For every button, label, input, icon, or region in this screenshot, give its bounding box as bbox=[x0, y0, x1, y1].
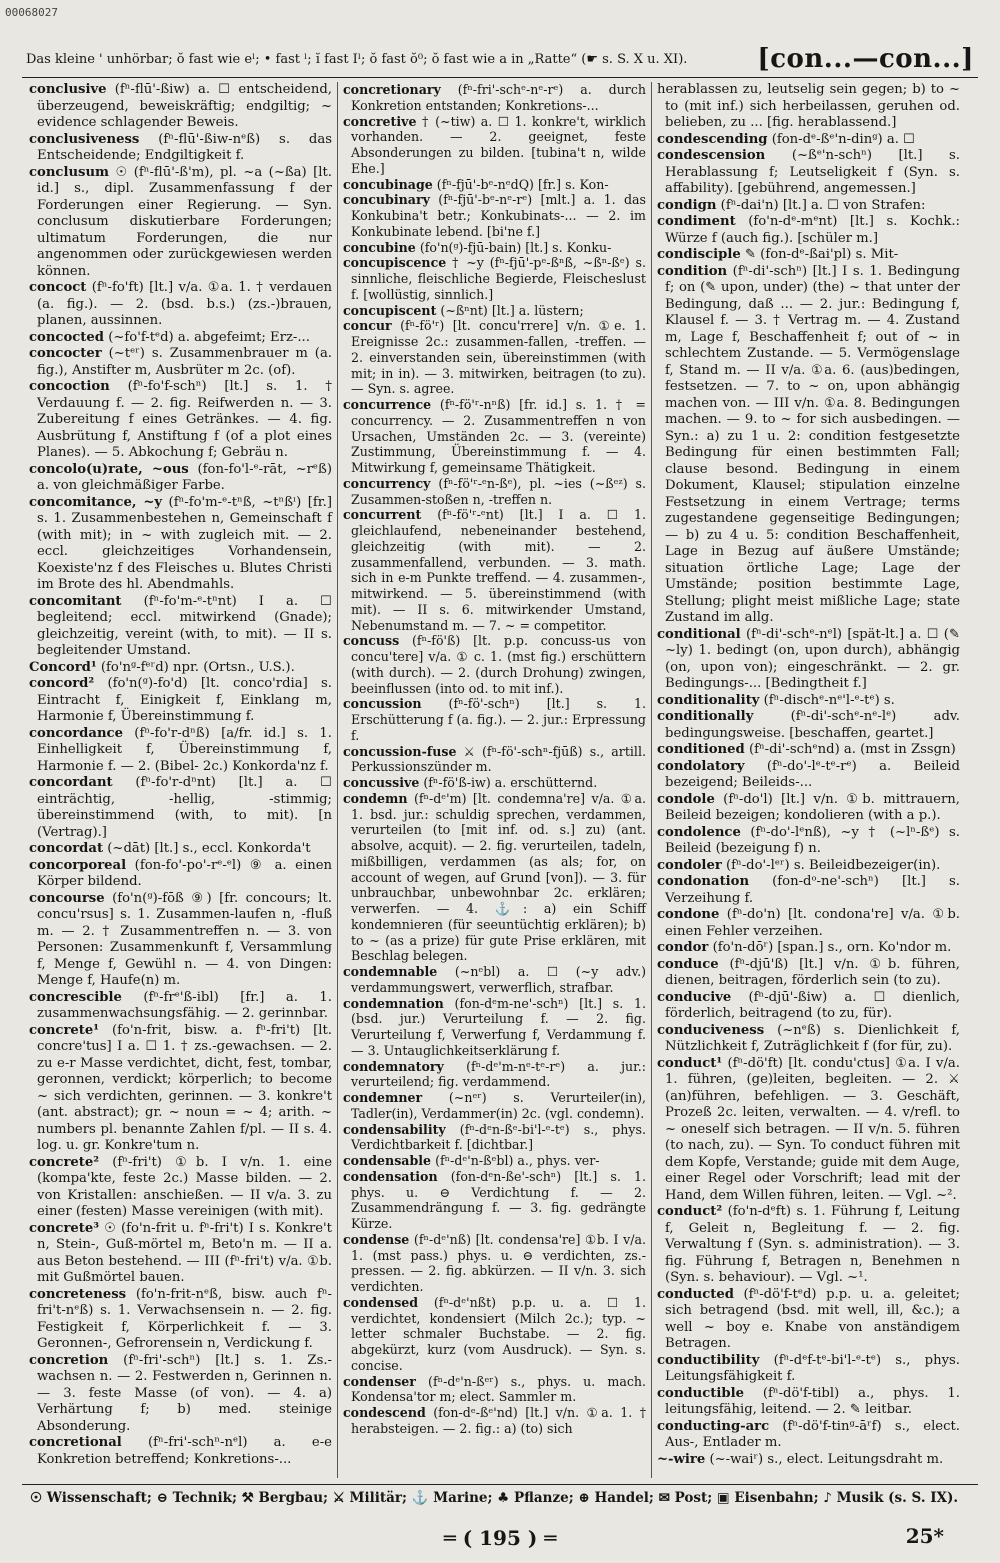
entry-definition: (fⁿ-dᵉ'nßt) p.p. u. a. ☐ 1. verdichtet, kondensiert (Milch 2c.); typ. ~ letter schmaler Buchstabe. — 2. fig. abgekürzt, kurz (vom Ausdruck). — Syn. s. concise. bbox=[351, 1294, 646, 1373]
entry-definition: (fⁿ-dö'f-tᵉd) p.p. u. a. geleitet; sich betragend (bsd. mit well, ill, &c.); a well ~ boy e. Knabe von anständigem Betragen. bbox=[665, 1286, 960, 1351]
dictionary-entry bbox=[657, 1386, 960, 1419]
headword: concurrence bbox=[343, 397, 432, 412]
headword: condole bbox=[657, 791, 715, 807]
column-1 bbox=[24, 82, 337, 1478]
headword: condescension bbox=[657, 148, 766, 163]
dictionary-entry bbox=[343, 775, 646, 791]
headword: conditionality bbox=[657, 692, 760, 708]
dictionary-entry bbox=[343, 177, 646, 193]
dictionary-entry bbox=[657, 759, 960, 792]
entry-definition: (fⁿ-dᵉ'm) [lt. condemna're] v/a. ①a. 1. bsd. jur.: schuldig sprechen, verdammen, verurteilen (to [mit inf. od. s.] zu) (ant. absolve, acquit). — 2. fig. verurteilen, tadeln, mißbilligen, verdammen (as als; for, on account of wegen, auf Grund [von]). — 3. für unbrauchbar, unbewohnbar 2c. erklären; verwerfen. — 4. ⚓: a) ein Schiff kondemnieren (für seeuntüchtig erklären); b) to ~ (as a prize) für gute Prise erklären, mit Beschlag belegen. bbox=[351, 790, 646, 964]
headword: concordat bbox=[29, 841, 104, 856]
headword: condensability bbox=[343, 1121, 446, 1137]
dictionary-entry bbox=[29, 775, 332, 841]
headword: concubine bbox=[343, 239, 416, 255]
entry-definition: (fⁿ-flū'-ßiw) a. ☐ entscheidend, überzeugend, beweiskräftig; endgiltig; ~ evidence schlagender Beweis. bbox=[37, 82, 332, 130]
headword: concretion bbox=[29, 1352, 109, 1368]
headword: concussion-fuse bbox=[343, 743, 457, 759]
headword: concretional bbox=[29, 1435, 122, 1450]
dictionary-entry bbox=[657, 627, 960, 693]
headword: concocter bbox=[29, 346, 102, 361]
headword: concordant bbox=[29, 775, 113, 790]
headword: condensation bbox=[343, 1168, 438, 1184]
entry-definition: (~nᵉbl) a. ☐ (~y adv.) verdammungswert, verwerflich, strafbar. bbox=[351, 964, 646, 995]
headword: condensable bbox=[343, 1153, 432, 1168]
signature-mark: 25* bbox=[905, 1524, 944, 1548]
dictionary-entry bbox=[343, 397, 646, 476]
entry-definition: (fon-fo'-po'-rᵉ-ᵉl) ⑨ a. einen Körper bildend. bbox=[37, 857, 332, 889]
entry-definition: (fⁿ-dischᵉ-nᵉ'l-ᵉ-tᵉ) s. bbox=[763, 692, 895, 708]
headword: conductibility bbox=[657, 1352, 760, 1368]
entry-definition: † ~y (fⁿ-fjū'-pᵉ-ßⁿß, ~ßⁿ-ßᵉ) s. sinnliche, fleischliche Begierde, Fleischeslust f. [wollüstig, sinnlich.] bbox=[351, 255, 646, 302]
headword: concur bbox=[343, 318, 392, 334]
headword: condemnable bbox=[343, 964, 438, 979]
entry-definition: (fⁿ-di'-schᵉ-nᵉl) [spät-lt.] a. ☐ (✎ ~ly) 1. bedingt (on, upon durch), abhängig (on, upon von); eingeschränkt. — 2. gr. Bedingungs-... [Bedingtheit f.] bbox=[665, 626, 960, 691]
dictionary-entry bbox=[29, 280, 332, 330]
dictionary-entry bbox=[343, 1059, 646, 1091]
entry-definition: (~ßᵉ'n-schⁿ) [lt.] s. Herablassung f; Leutseligkeit f (Syn. s. affability). [gebührend, angemessen.] bbox=[665, 148, 960, 196]
entry-definition: (fⁿ-fö'-schⁿ) [lt.] s. 1. Erschütterung f (a. fig.). — 2. jur.: Erpressung f. bbox=[351, 696, 646, 743]
dictionary-entry bbox=[29, 1023, 332, 1155]
dictionary-entry bbox=[343, 744, 646, 776]
headword: concoct bbox=[29, 280, 87, 295]
entry-definition: (fon-dᵉn-ße'-schⁿ) [lt.] s. 1. phys. u. ⊖ Verdichtung f. — 2. Zusammendrängung f. — 3. fig. gedrängte Kürze. bbox=[351, 1168, 646, 1231]
dictionary-entry bbox=[29, 858, 332, 891]
headword: concrete² bbox=[29, 1154, 100, 1170]
entry-definition: (fⁿ-fö'ß-iw) a. erschütternd. bbox=[423, 775, 598, 790]
dictionary-entry bbox=[343, 303, 646, 319]
column-3 bbox=[651, 82, 965, 1478]
dictionary-entry bbox=[343, 507, 646, 633]
entry-definition: (fo'n(ᵍ)-fo'd) [lt. conco'rdia] s. Eintracht f, Einigkeit f, Einklang m, Harmonie f, Übereinstimmung f. bbox=[37, 676, 332, 724]
dictionary-entry bbox=[343, 318, 646, 397]
dictionary-entry bbox=[29, 726, 332, 776]
headword: concorporeal bbox=[29, 857, 127, 873]
dictionary-entry bbox=[657, 907, 960, 940]
headword: conducive bbox=[657, 989, 732, 1005]
entry-definition: (fⁿ-frᵉ'ß-ibl) [fr.] a. 1. zusammenwachsungsfähig. — 2. gerinnbar. bbox=[37, 989, 332, 1021]
entry-definition: (fⁿ-fö'ʳ-nⁿß) [fr. id.] s. 1. † = concurrency. — 2. Zusammentreffen n von Ursachen, Umständen 2c. — 3. (vereinte) Zustimmung, Übereinstimmung f. — 4. Mitwirkung f, gemeinsame Thätigkeit. bbox=[351, 397, 646, 475]
dictionary-entry bbox=[29, 379, 332, 462]
entry-definition: (fo'n(ᵍ)-fōß ⑨) [fr. concours; lt. concu'rsus] s. 1. Zusammen-laufen n, -fluß m. — 2. † Zusammentreffen n. — 3. von Personen: Zusammenkunft f, Versammlung f, Menge f, Gewühl n. — 4. von Dingen: Menge f, Haufe(n) m. bbox=[37, 890, 332, 988]
entry-definition: (fⁿ-djū'ß) [lt.] v/n. ①b. führen, dienen, beitragen, förderlich sein (to zu). bbox=[665, 956, 960, 988]
entry-definition: (fⁿ-fo'ft) [lt.] v/a. ①a. 1. † verdauen (a. fig.). — 2. (bsd. b.s.) (zs.-)brauen, planen, aussinnen. bbox=[37, 280, 332, 328]
entry-definition: (fo'nᵍ-fᵉʳd) npr. (Ortsn., U.S.). bbox=[100, 659, 295, 675]
dictionary-entry bbox=[343, 82, 646, 114]
headword: concupiscent bbox=[343, 302, 437, 318]
dictionary-entry bbox=[29, 1353, 332, 1436]
headword: condescend bbox=[343, 1405, 426, 1420]
headword: concrete¹ bbox=[29, 1022, 100, 1038]
entry-definition: ☉ (fⁿ-flū'-ß'm), pl. ~a (~ßa) [lt. id.] s., dipl. Zusammenfassung f der Forderungen einer Regierung. — Syn. conclusum diskutierbare Forderungen; ultimatum Forderungen, die nur angenommen oder zurückgewiesen werden können. bbox=[37, 164, 332, 279]
entry-definition: (fⁿ-fö'ʳ-ᵉn-ßᵉ), pl. ~ies (~ßᵉᶻ) s. Zusammen-stoßen n, -treffen n. bbox=[351, 475, 646, 507]
entry-definition: (fo'n-dᵉ-mᵉnt) [lt.] s. Kochk.: Würze f (auch fig.). [schüler m.] bbox=[665, 214, 960, 246]
dictionary-entry bbox=[657, 198, 960, 215]
entry-definition: (fⁿ-fri'-schᵉ-nᵉ-rᵉ) a. durch Konkretion entstanden; Konkretions-... bbox=[351, 82, 646, 113]
headword: condense bbox=[343, 1231, 410, 1247]
dictionary-entry bbox=[343, 240, 646, 256]
dictionary-entry bbox=[657, 1353, 960, 1386]
entry-definition: (fon-dᵒ-ne'-schⁿ) [lt.] s. Verzeihung f. bbox=[665, 874, 960, 906]
entry-definition: (fo'n-dᵉft) s. 1. Führung f, Leitung f, Geleit n, Begleitung f. — 2. fig. Verwaltung f (Syn. s. administration). — 3. fig. Führung f, Betragen n, Benehmen n (Syn. s. behaviour). — Vgl. ~¹. bbox=[665, 1204, 960, 1285]
entry-definition: (fⁿ-fri'-schⁿ-nᵉl) a. e-e Konkretion betreffend; Konkretions-... bbox=[37, 1435, 332, 1467]
headword: conduct¹ bbox=[657, 1055, 723, 1071]
dictionary-entry bbox=[343, 114, 646, 177]
headword: concomitant bbox=[29, 593, 122, 609]
dictionary-columns bbox=[24, 82, 976, 1478]
page-number: ═ ( 195 ) ═ bbox=[443, 1526, 557, 1550]
entry-definition: (fⁿ-do'n) [lt. condona're] v/a. ①b. einen Fehler verzeihen. bbox=[665, 907, 960, 939]
headword: conditioned bbox=[657, 742, 745, 757]
entry-definition: (~nᵉʳ) s. Verurteiler(in), Tadler(in), Verdammer(in) 2c. (vgl. condemn). bbox=[351, 1090, 646, 1121]
headword: concocted bbox=[29, 329, 104, 345]
headword: condor bbox=[657, 940, 709, 955]
entry-definition: (fⁿ-fri'-schⁿ) [lt.] s. 1. Zs.-wachsen n. — 2. Festwerden n, Gerinnen n. — 3. feste Masse (of von). — 4. a) Verhärtung f; b) med. steinige Absonderung. bbox=[37, 1352, 332, 1434]
dictionary-entry bbox=[29, 462, 332, 495]
headword: concuss bbox=[343, 633, 400, 649]
header-rule bbox=[22, 77, 978, 78]
dictionary-entry bbox=[657, 148, 960, 198]
dictionary-entry bbox=[657, 264, 960, 627]
entry-definition: ✎ (fon-dᵉ-ßai'pl) s. Mit- bbox=[744, 247, 899, 262]
headword: condonation bbox=[657, 874, 750, 889]
column-2 bbox=[337, 82, 651, 1478]
dictionary-entry bbox=[343, 1153, 646, 1169]
entry-definition: (~-waiʳ) s., elect. Leitungsdraht m. bbox=[709, 1451, 944, 1467]
entry-definition: (fon-dᵉ-ßᵉ'nd) [lt.] v/n. ①a. 1. † herabsteigen. — 2. fig.: a) (to) sich bbox=[351, 1405, 646, 1436]
headword: conclusum bbox=[29, 164, 110, 180]
dictionary-entry bbox=[657, 990, 960, 1023]
dictionary-entry bbox=[657, 247, 960, 264]
dictionary-entry bbox=[29, 1221, 332, 1287]
dictionary-entry bbox=[29, 1287, 332, 1353]
headword: concretive bbox=[343, 113, 417, 129]
headword: conducted bbox=[657, 1286, 734, 1302]
entry-definition: (fⁿ-dᵉ'n-ßᵉʳ) s., phys. u. mach. Kondensa'tor m; elect. Sammler m. bbox=[351, 1373, 646, 1405]
dictionary-entry bbox=[343, 696, 646, 743]
dictionary-entry bbox=[657, 825, 960, 858]
entry-definition: (~ßⁿnt) [lt.] a. lüstern; bbox=[440, 302, 584, 318]
headword: condemner bbox=[343, 1090, 423, 1105]
entry-definition: (fⁿ-fo'm-ᵉ-tⁿß, ~tⁿßᶦ) [fr.] s. 1. Zusammenbestehen n, Gemeinschaft f (with mit); in ~ with zugleich mit. — 2. eccl. gleichzeitiges Vorhandensein, Koexiste'nz f des Fleisches u. Blutes Christi im Brote des hl. Abendmahls. bbox=[37, 494, 332, 592]
entry-definition: (fon-dᵉ-ßᵉ'n-dinᵍ) a. ☐ bbox=[771, 131, 915, 147]
headword: conclusiveness bbox=[29, 131, 140, 147]
dictionary-entry bbox=[343, 791, 646, 964]
headword: concord² bbox=[29, 676, 95, 691]
headword: conducting-arc bbox=[657, 1418, 770, 1434]
dictionary-entry bbox=[343, 476, 646, 508]
entry-definition: (fⁿ-dö'f-tinᵍ-āʳf) s., elect. Aus-, Entlader m. bbox=[665, 1418, 960, 1450]
entry-definition: (~dāt) [lt.] s., eccl. Konkorda't bbox=[107, 841, 311, 856]
dictionary-entry bbox=[343, 1232, 646, 1295]
entry-definition: (fⁿ-flū'-ßiw-nᵉß) s. das Entscheidende; Endgiltigkeit f. bbox=[37, 131, 332, 163]
page-header bbox=[26, 34, 974, 74]
pronunciation-key: Das kleine ' unhörbar; ŏ fast wie eˡ; • fast ˡ; ĭ fast Iˡ; ŏ fast ŏ⁰; ŏ fast wie a in „Ratte“ (☛ s. S. X u. XI). bbox=[26, 52, 688, 67]
entry-definition: (fⁿ-fo'r-dⁿnt) [lt.] a. ☐ einträchtig, -hellig, -stimmig; übereinstimmend (with, to mit). [n (Vertrag).] bbox=[37, 775, 332, 840]
headword: concretionary bbox=[343, 82, 441, 97]
headword: condign bbox=[657, 197, 717, 213]
headword: concordance bbox=[29, 725, 123, 741]
dictionary-entry bbox=[657, 957, 960, 990]
dictionary-entry bbox=[29, 82, 332, 132]
headword: condolence bbox=[657, 824, 741, 840]
entry-definition: (fon-fo'l-ᵉ-rāt, ~rᵉß) a. von gleichmäßiger Farbe. bbox=[37, 461, 332, 493]
headword: condoler bbox=[657, 857, 722, 873]
scan-id: 00068027 bbox=[5, 6, 58, 19]
entry-definition: (fⁿ-djū'-ßiw) a. ☐ dienlich, förderlich, beitragend (to zu, für). bbox=[665, 989, 960, 1021]
dictionary-entry bbox=[29, 1435, 332, 1468]
headword: conditionally bbox=[657, 709, 754, 724]
headword: conductible bbox=[657, 1385, 744, 1401]
entry-definition: (fⁿ-di'-schⁿ) [lt.] I s. 1. Bedingung f; on (✎ upon, under) (the) ~ that unter der Bedingung, daß ... — 2. jur.: Bedingung f, Klausel f. — 3. † Vertrag m. — 4. Zustand m, Lage f, Beschaffenheit f; out of ~ in schlechtem Zustande. — 5. Vermögenslage f, Stand m. — II v/a. ①a. 6. (aus)bedingen, festsetzen. — 7. to ~ on, upon abhängig machen von. — III v/n. ①a. 8. Bedingungen machen. — 9. to ~ for sich ausbedingen. — Syn.: a) zu 1 u. 2: condition festgesetzte Bedingung für einen bestimmten Fall; clause besond. Bedingung in einem Dokument, Klausel; stipulation einzelne Festsetzung in einem Vertrage; terms zugestandene gegenseitige Bedingungen; — b) zu 4 u. 5: condition Beschaffenheit, Lage in Bezug auf äußere Umstände; situation örtliche Lage; Lage der Umstände; position bestimmte Lage, Stellung; plight meist mißliche Lage; state Zustand im allg. bbox=[665, 263, 960, 625]
headword: concussive bbox=[343, 775, 420, 790]
headword: ~-wire bbox=[657, 1451, 706, 1467]
footer-rule bbox=[22, 1484, 978, 1485]
entry-definition: (fⁿ-fo'f-schⁿ) [lt.] s. 1. † Verdauung f. — 2. fig. Reifwerden n. — 3. Zubereitung f eines Getränkes. — 4. fig. Ausbrütung f, Anstiftung f (of a plot eines Planes). — 5. Abkochung f; Gebräu n. bbox=[37, 379, 332, 460]
dictionary-entry bbox=[657, 858, 960, 875]
dictionary-entry bbox=[29, 495, 332, 594]
dictionary-entry bbox=[29, 676, 332, 726]
dictionary-entry bbox=[657, 1419, 960, 1452]
entry-definition: (fⁿ-di'-schᵉnd) a. (mst in Zssgn) bbox=[748, 742, 956, 757]
entry-definition: (~fo'f-tᵉd) a. abgefeimt; Erz-... bbox=[108, 329, 310, 345]
entry-definition: (fⁿ-dö'f-tibl) a., phys. 1. leitungsfähig, leitend. — 2. ✎ leitbar. bbox=[665, 1385, 960, 1417]
entry-definition: (fⁿ-dᵉ'nß) [lt. condensa're] ①b. I v/a. 1. (mst pass.) phys. u. ⊖ verdichten, zs.-pressen. — 2. fig. abkürzen. — II v/n. 3. sich verdichten. bbox=[351, 1231, 646, 1294]
entry-definition: ⚔ (fⁿ-fö'-schⁿ-fjūß) s., artill. Perkussionszünder m. bbox=[351, 743, 646, 775]
headword: condenser bbox=[343, 1373, 416, 1389]
headword: concurrency bbox=[343, 475, 431, 491]
dictionary-entry bbox=[657, 742, 960, 759]
dictionary-entry bbox=[29, 891, 332, 990]
dictionary-entry bbox=[343, 1405, 646, 1437]
symbol-legend: ☉ Wissenschaft; ⊖ Technik; ⚒ Bergbau; ⚔ Militär; ⚓ Marine; ♣ Pflanze; ⊕ Handel; ✉ Post; ▣ Eisenbahn; ♪ Musik (s. S. IX). bbox=[30, 1490, 959, 1506]
entry-definition: (fⁿ-fö'ʳ-ᵉnt) [lt.] I a. ☐ 1. gleichlaufend, nebeneinander bestehend, gleichzeitig (with mit). — 2. zusammenfallend, verbunden. — 3. math. sich in e-m Punkte treffend. — 4. zusammen-, mitwirkend. — 5. übereinstimmend (with mit). — II s. 6. mitwirkender Umstand, Nebenumstand m. — 7. ~ = competitor. bbox=[351, 507, 646, 633]
headword: condiment bbox=[657, 214, 736, 229]
dictionary-entry bbox=[29, 990, 332, 1023]
dictionary-entry bbox=[343, 996, 646, 1059]
headword: condolatory bbox=[657, 758, 745, 774]
headword: conduct² bbox=[657, 1204, 723, 1219]
dictionary-entry bbox=[657, 874, 960, 907]
dictionary-entry bbox=[343, 1090, 646, 1122]
entry-definition: (fon-dᵉm-ne'-schⁿ) [lt.] s. 1. (bsd. jur.) Verurteilung f. — 2. fig. Verurteilung f, Verwerfung f, Verdammung f. — 3. Untauglichkeitserklärung f. bbox=[351, 995, 646, 1058]
entry-definition: (fo'n(ᵍ)-fjū-bain) [lt.] s. Konku- bbox=[419, 239, 612, 255]
headword: condemn bbox=[343, 790, 408, 806]
dictionary-entry bbox=[29, 594, 332, 660]
dictionary-entry bbox=[657, 792, 960, 825]
headword: concoction bbox=[29, 379, 110, 394]
headword: concolo(u)rate, ~ous bbox=[29, 461, 189, 477]
entry-definition: † (~tiw) a. ☐ 1. konkre't, wirklich vorhanden. — 2. geeignet, feste Absonderungen zu bilden. [tubina't n, wilde Ehe.] bbox=[351, 113, 647, 176]
dictionary-entry bbox=[657, 1452, 960, 1469]
entry-definition: (fo'n-frit, bisw. a. fⁿ-fri't) [lt. concre'tus] I a. ☐ 1. † zs.-gewachsen. — 2. zu e-r Masse verdichtet, dicht, fest, tombar, geronnen, verdickt; körperlich; to become ~ sich verdichten, gerinnen. — 3. konkre't (ant. abstract); gr. ~ noun = ~ 4; arith. ~ numbers pl. benannte Zahlen f/pl. — II s. 4. log. u. gr. Konkre'tum n. bbox=[37, 1022, 332, 1153]
dictionary-entry bbox=[343, 964, 646, 996]
dictionary-entry bbox=[657, 1056, 960, 1205]
headword: concussion bbox=[343, 696, 422, 712]
dictionary-entry bbox=[343, 192, 646, 239]
entry-definition: (~nᵉß) s. Dienlichkeit f, Nützlichkeit f, Zuträglichkeit f (for für, zu). bbox=[665, 1022, 960, 1054]
dictionary-entry bbox=[29, 330, 332, 347]
entry-definition: (fⁿ-fjū'-bᵉ-nᵉdQ) [fr.] s. Kon- bbox=[436, 176, 609, 192]
dictionary-entry bbox=[29, 165, 332, 281]
entry-definition: (fⁿ-fjū'-bᵉ-nᵉ-rᵉ) [mlt.] a. 1. das Konkubina't betr.; Konkubinats-... — 2. im Konkubinate lebend. [bi'ne f.] bbox=[351, 192, 646, 239]
dictionary-entry bbox=[29, 1155, 332, 1221]
headword: condensed bbox=[343, 1294, 419, 1310]
dictionary-entry bbox=[343, 633, 646, 696]
entry-definition: (fⁿ-do'-lᵉnß), ~y † (~lⁿ-ßᵉ) s. Beileid (bezeigung f) n. bbox=[665, 824, 960, 856]
entry-definition: (fⁿ-di'-schᵉ-nᵉ-lᵉ) adv. bedingungsweise. [beschaffen, geartet.] bbox=[665, 709, 960, 741]
dictionary-entry bbox=[657, 940, 960, 957]
dictionary-entry bbox=[343, 1169, 646, 1232]
entry-definition: (fⁿ-dai'n) [lt.] a. ☐ von Strafen: bbox=[720, 197, 926, 213]
entry-definition: (fⁿ-fri't) ①b. I v/n. 1. eine (kompa'kte, feste 2c.) Masse bilden. — 2. von Kristallen: anschießen. — II v/a. 3. zu einer (festen) Masse vereinigen (with mit). bbox=[37, 1154, 333, 1219]
dictionary-entry bbox=[29, 132, 332, 165]
entry-definition: (fⁿ-fö'ʳ) [lt. concu'rrere] v/n. ①e. 1. Ereignisse 2c.: zusammen-fallen, -treffen. — 2. einverstanden sein, übereinstimmen (with mit; in in). — 3. mitwirken, beitragen (to zu). — Syn. s. agree. bbox=[351, 318, 646, 397]
headword: concubinary bbox=[343, 192, 430, 208]
dictionary-entry bbox=[657, 82, 960, 132]
headword: condescending bbox=[657, 131, 768, 147]
dictionary-entry bbox=[657, 132, 960, 149]
entry-definition: (fo'n-frit-nᵉß, bisw. auch fⁿ-fri't-nᵉß) s. 1. Verwachsensein n. — 2. fig. Festigkeit f, Körperlichkeit f. — 3. Geronnen-, Gefrorensein n, Verdickung f. bbox=[37, 1286, 332, 1351]
dictionary-entry bbox=[343, 1295, 646, 1374]
guide-words: [con...—con...] bbox=[757, 44, 974, 74]
headword: conclusive bbox=[29, 82, 107, 97]
dictionary-entry bbox=[657, 214, 960, 247]
entry-definition: (fⁿ-do'-lᵉ-tᵉ-rᵉ) a. Beileid bezeigend; Beileids-... bbox=[665, 758, 960, 790]
dictionary-entry bbox=[657, 1287, 960, 1353]
dictionary-entry bbox=[29, 660, 332, 677]
headword: condemnation bbox=[343, 995, 444, 1011]
entry-definition: (fⁿ-fö'ß) [lt. p.p. concuss-us von concu'tere] v/a. ① c. 1. (mst fig.) erschüttern (with durch). — 2. (durch Drohung) zwingen, beeinflussen (into od. to mit inf.). bbox=[351, 633, 646, 696]
dictionary-entry bbox=[343, 255, 646, 302]
dictionary-entry bbox=[29, 346, 332, 379]
headword: condemnatory bbox=[343, 1058, 444, 1074]
headword: Concord¹ bbox=[29, 659, 97, 675]
entry-definition: (fⁿ-dᵉn-ßᵉ-bi'l-ᵉ-tᵉ) s., phys. Verdichtbarkeit f. [dichtbar.] bbox=[351, 1121, 646, 1153]
headword: concreteness bbox=[29, 1286, 127, 1302]
headword: concubinage bbox=[343, 176, 433, 192]
headword: concupiscence bbox=[343, 255, 447, 271]
entry-definition: (fⁿ-fo'r-dⁿß) [a/fr. id.] s. 1. Einhelligkeit f, Übereinstimmung f, Harmonie f. — 2. (Bibel- 2c.) Konkorda'nz f. bbox=[37, 725, 332, 774]
dictionary-entry bbox=[343, 1122, 646, 1154]
entry-definition: (fⁿ-dö'ft) [lt. condu'ctus] ①a. I v/a. 1. führen, (ge)leiten, begleiten. — 2. ⚔ (an)führen, befehligen. — 3. Geschäft, Prozeß 2c. leiten, verwalten. — 4. v/refl. to ~ oneself sich betragen. — II v/n. 5. führen (to nach, zu). — Syn. To conduct führen mit dem Kopfe, Verstande; guide mit dem Auge, einer Regel oder Vorschrift; lead mit der Hand, dem Willen führen, leiten. — Vgl. ~². bbox=[665, 1055, 960, 1203]
dictionary-entry bbox=[657, 709, 960, 742]
entry-definition: (fⁿ-do'-lᵉʳ) s. Beileidbezeiger(in). bbox=[725, 857, 941, 873]
headword: conduciveness bbox=[657, 1022, 765, 1038]
headword: concurrent bbox=[343, 507, 422, 523]
headword: concrete³ bbox=[29, 1220, 100, 1236]
dictionary-entry bbox=[657, 1023, 960, 1056]
entry-definition: (fⁿ-dᵉ'n-ßᵉbl) a., phys. ver- bbox=[435, 1153, 600, 1168]
headword: concourse bbox=[29, 890, 105, 906]
headword: condisciple bbox=[657, 247, 741, 262]
dictionary-entry bbox=[343, 1374, 646, 1406]
headword: conduce bbox=[657, 956, 719, 972]
entry-definition: (fⁿ-do'l) [lt.] v/n. ①b. mittrauern, Beileid bezeigen; kondolieren (with a p.). bbox=[665, 791, 960, 823]
entry-definition: herablassen zu, leutselig sein gegen; b) to ~ to (mit inf.) sich herbeilassen, geruhen od. belieben, zu ... [fig. herablassend.] bbox=[657, 82, 960, 130]
entry-definition: (fⁿ-fo'm-ᵉ-tⁿnt) I a. ☐ begleitend; eccl. mitwirkend (Gnade); gleichzeitig, vereint (with, to mit). — II s. begleitender Umstand. bbox=[37, 593, 332, 658]
dictionary-entry bbox=[657, 1204, 960, 1287]
dictionary-entry bbox=[29, 841, 332, 858]
entry-definition: (fⁿ-dᵉf-tᵉ-bi'l-ᵉ-tᵉ) s., phys. Leitungsfähigkeit f. bbox=[665, 1352, 960, 1384]
headword: concrescible bbox=[29, 989, 122, 1005]
entry-definition: ☉ (fo'n-frit u. fⁿ-fri't) I s. Konkre't n, Stein-, Guß-mörtel m, Beto'n m. — II a. aus Beton bestehend. — III (fⁿ-fri't) v/a. ①b. mit Gußmörtel bauen. bbox=[37, 1220, 332, 1285]
entry-definition: (fⁿ-dᵉ'm-nᵉ-tᵉ-rᵉ) a. jur.: verurteilend; fig. verdammend. bbox=[351, 1058, 646, 1090]
entry-definition: (fo'n-dōʳ) [span.] s., orn. Ko'ndor m. bbox=[712, 940, 952, 955]
entry-definition: (~tᵉʳ) s. Zusammenbrauer m (a. fig.), Anstifter m, Ausbrüter m 2c. (of). bbox=[37, 346, 332, 378]
headword: condition bbox=[657, 263, 728, 279]
headword: concomitance, ~y bbox=[29, 494, 163, 510]
dictionary-entry bbox=[657, 693, 960, 710]
headword: conditional bbox=[657, 626, 741, 642]
headword: condone bbox=[657, 907, 720, 922]
